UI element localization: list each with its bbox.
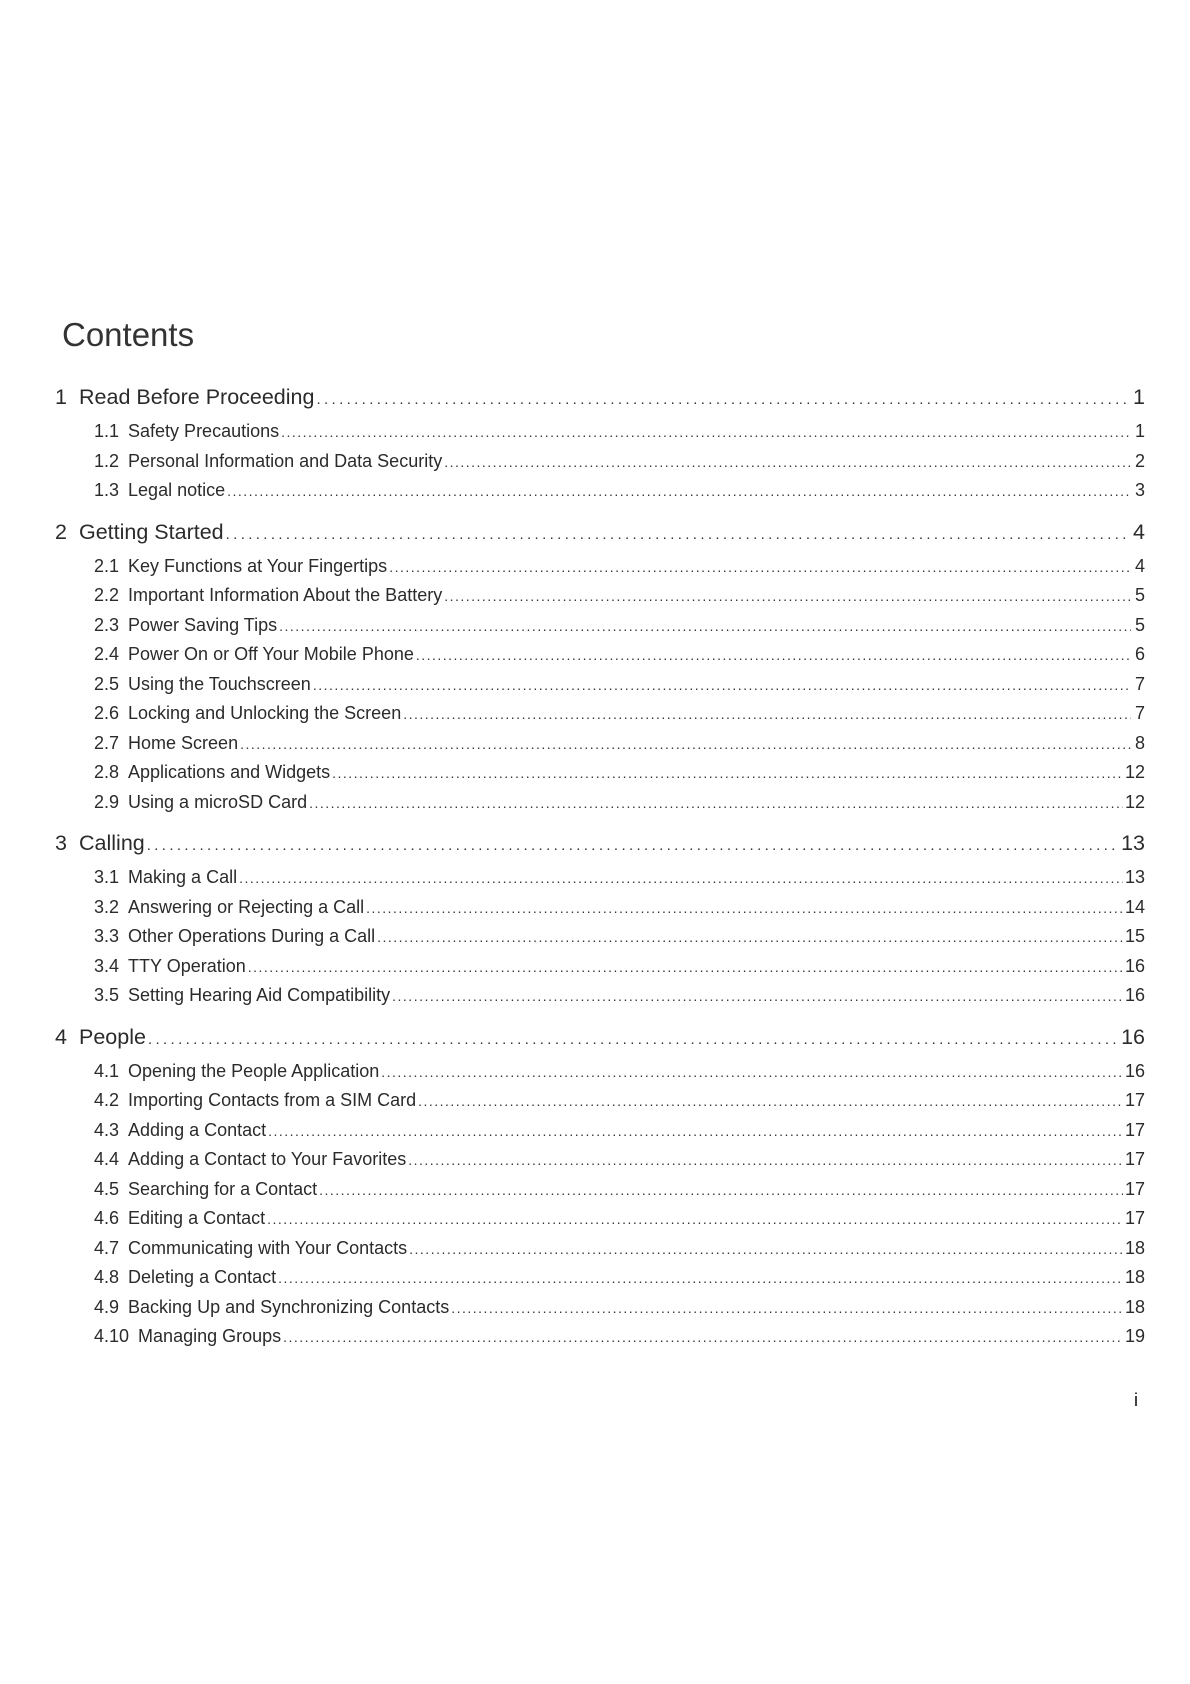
- toc-entry-link[interactable]: [55, 956, 1145, 986]
- toc-dot-leader: [408, 1149, 1123, 1170]
- toc-title: Deleting a Contact: [128, 1267, 277, 1287]
- toc-page-number: 1: [1133, 385, 1145, 409]
- page-number: i: [1134, 1390, 1138, 1410]
- toc-number: 3.5: [94, 985, 120, 1005]
- toc-number: 1.2: [94, 450, 120, 471]
- toc-dot-leader: [416, 644, 1131, 665]
- toc-title: Communicating with Your Contacts: [128, 1237, 408, 1258]
- toc-title: Read Before Proceeding: [79, 385, 315, 409]
- toc-title: Making a Call: [128, 867, 238, 887]
- toc-entry-link[interactable]: [55, 792, 1145, 822]
- toc-title: Answering or Rejecting a Call: [128, 896, 365, 917]
- toc-dot-leader: [281, 421, 1131, 442]
- toc-section: [55, 385, 1145, 510]
- toc-dot-leader: [389, 556, 1131, 577]
- toc-number: 4.9: [94, 1296, 120, 1317]
- toc-title: Important Information About the Battery: [128, 585, 443, 605]
- toc-dot-leader: [268, 1120, 1123, 1141]
- toc-number: 4.10: [94, 1326, 130, 1346]
- toc-page-number: 13: [1124, 867, 1145, 887]
- toc-entry-link[interactable]: [55, 644, 1145, 674]
- toc-dot-leader: [392, 985, 1123, 1006]
- toc-page-number: 6: [1134, 644, 1145, 664]
- toc-dot-leader: [226, 520, 1131, 545]
- toc-page-number: 16: [1124, 1060, 1145, 1081]
- toc-dot-leader: [278, 1267, 1123, 1288]
- toc-entry-link[interactable]: [55, 1238, 1145, 1268]
- toc-number: 4: [55, 1024, 67, 1049]
- toc-dot-leader: [267, 1208, 1123, 1229]
- toc-dot-leader: [366, 897, 1123, 918]
- toc-section: [55, 831, 1145, 1015]
- toc-dot-leader: [248, 956, 1123, 977]
- toc-entry-link[interactable]: [55, 451, 1145, 481]
- toc-number: 4.4: [94, 1149, 120, 1169]
- toc-number: 3: [55, 831, 67, 855]
- toc-entry-link[interactable]: [55, 1297, 1145, 1327]
- toc-title: Using a microSD Card: [128, 791, 308, 812]
- toc-number: 3.2: [94, 896, 120, 917]
- toc-dot-leader: [319, 1179, 1123, 1200]
- toc-page-number: 15: [1124, 926, 1145, 946]
- toc-entry-link[interactable]: [55, 985, 1145, 1015]
- toc-number: 2.6: [94, 703, 120, 723]
- toc-number: 2.4: [94, 644, 120, 664]
- toc-dot-leader: [147, 831, 1119, 856]
- toc-dot-leader: [283, 1326, 1123, 1347]
- toc-page-number: 14: [1124, 896, 1145, 917]
- toc-title: Other Operations During a Call: [128, 926, 376, 946]
- toc-page-number: 12: [1124, 762, 1145, 782]
- toc-number: 4.6: [94, 1208, 120, 1228]
- toc-page-number: 16: [1124, 985, 1145, 1005]
- toc-page-number: 18: [1124, 1237, 1145, 1258]
- toc-title: Legal notice: [128, 480, 226, 500]
- toc-entry-link[interactable]: [55, 867, 1145, 897]
- toc-number: 3.3: [94, 926, 120, 946]
- toc-entry-link[interactable]: [55, 480, 1145, 510]
- toc-number: 4.7: [94, 1237, 120, 1258]
- toc-dot-leader: [444, 585, 1131, 606]
- toc-entry-link[interactable]: [55, 1120, 1145, 1150]
- toc-section: [55, 520, 1145, 822]
- toc-title: Power Saving Tips: [128, 614, 278, 635]
- toc-page-number: 16: [1124, 955, 1145, 976]
- toc-number: 2.5: [94, 673, 120, 694]
- toc-dot-leader: [148, 1025, 1119, 1050]
- toc-entry-link[interactable]: [55, 1090, 1145, 1120]
- toc-dot-leader: [309, 792, 1123, 813]
- toc-entry-link[interactable]: [55, 1179, 1145, 1209]
- toc-dot-leader: [409, 1238, 1123, 1259]
- toc-dot-leader: [240, 733, 1131, 754]
- toc-page-number: 12: [1124, 791, 1145, 812]
- toc-title: Importing Contacts from a SIM Card: [128, 1090, 417, 1110]
- toc-title: Calling: [79, 831, 145, 855]
- toc-page-number: 4: [1133, 519, 1145, 544]
- toc-page-number: 7: [1134, 673, 1145, 694]
- toc-page-number: 17: [1124, 1178, 1145, 1199]
- toc-title: Power On or Off Your Mobile Phone: [128, 644, 414, 664]
- toc-title: Backing Up and Synchronizing Contacts: [128, 1296, 450, 1317]
- toc-number: 4.3: [94, 1119, 120, 1140]
- toc-section: [55, 1025, 1145, 1356]
- table-of-contents: [55, 385, 1145, 1366]
- toc-number: 2.3: [94, 614, 120, 635]
- toc-number: 2.7: [94, 732, 120, 753]
- toc-page-number: 18: [1124, 1267, 1145, 1287]
- toc-number: 2.8: [94, 762, 120, 782]
- toc-title: Setting Hearing Aid Compatibility: [128, 985, 391, 1005]
- toc-title: Key Functions at Your Fingertips: [128, 555, 388, 576]
- toc-dot-leader: [239, 867, 1123, 888]
- toc-number: 2: [55, 519, 67, 544]
- toc-entry-link[interactable]: [55, 674, 1145, 704]
- toc-page-number: 5: [1134, 585, 1145, 605]
- toc-page-number: 17: [1124, 1090, 1145, 1110]
- toc-dot-leader: [279, 615, 1131, 636]
- toc-page-number: 4: [1134, 555, 1145, 576]
- toc-entry-link[interactable]: [55, 762, 1145, 792]
- toc-entry-link[interactable]: [55, 1061, 1145, 1091]
- toc-title: Getting Started: [79, 519, 224, 544]
- toc-entry-link[interactable]: [55, 615, 1145, 645]
- toc-title: TTY Operation: [128, 955, 246, 976]
- toc-number: 4.1: [94, 1060, 120, 1081]
- toc-page-number: 1: [1134, 421, 1145, 441]
- toc-chapter-link[interactable]: [55, 520, 1145, 556]
- toc-chapter-link[interactable]: [55, 1025, 1145, 1061]
- toc-title: Home Screen: [128, 732, 239, 753]
- toc-entry-link[interactable]: [55, 897, 1145, 927]
- toc-page-number: 17: [1124, 1208, 1145, 1228]
- toc-page-number: 18: [1124, 1296, 1145, 1317]
- toc-page-number: 19: [1124, 1326, 1145, 1346]
- toc-number: 3.4: [94, 955, 120, 976]
- toc-entry-link[interactable]: [55, 733, 1145, 763]
- toc-page-number: 8: [1134, 732, 1145, 753]
- toc-title: Searching for a Contact: [128, 1178, 318, 1199]
- toc-page-number: 2: [1134, 450, 1145, 471]
- toc-title: Adding a Contact: [128, 1119, 267, 1140]
- toc-number: 2.2: [94, 585, 120, 605]
- toc-dot-leader: [313, 674, 1131, 695]
- toc-number: 1.1: [94, 421, 120, 441]
- toc-entry-link[interactable]: [55, 1208, 1145, 1238]
- toc-dot-leader: [316, 385, 1131, 410]
- toc-page-number: 7: [1134, 703, 1145, 723]
- toc-page-number: 5: [1134, 614, 1145, 635]
- toc-dot-leader: [418, 1090, 1123, 1111]
- toc-number: 3.1: [94, 867, 120, 887]
- toc-dot-leader: [332, 762, 1123, 783]
- toc-entry-link[interactable]: [55, 703, 1145, 733]
- toc-number: 2.9: [94, 791, 120, 812]
- toc-page-number: 17: [1124, 1119, 1145, 1140]
- toc-dot-leader: [377, 926, 1123, 947]
- toc-number: 1: [55, 385, 67, 409]
- toc-title: Personal Information and Data Security: [128, 450, 443, 471]
- toc-dot-leader: [227, 480, 1131, 501]
- toc-title: Using the Touchscreen: [128, 673, 311, 694]
- toc-entry-link[interactable]: [55, 1149, 1145, 1179]
- toc-title: Managing Groups: [138, 1326, 282, 1346]
- toc-entry-link[interactable]: [55, 556, 1145, 586]
- toc-title: Editing a Contact: [128, 1208, 266, 1228]
- toc-number: 4.5: [94, 1178, 120, 1199]
- toc-page-number: 13: [1121, 831, 1145, 855]
- toc-title: Applications and Widgets: [128, 762, 331, 782]
- toc-entry-link[interactable]: [55, 926, 1145, 956]
- toc-page-number: 16: [1121, 1024, 1145, 1049]
- toc-dot-leader: [403, 703, 1131, 724]
- toc-title: Safety Precautions: [128, 421, 280, 441]
- toc-number: 4.2: [94, 1090, 120, 1110]
- toc-number: 1.3: [94, 480, 120, 500]
- toc-number: 4.8: [94, 1267, 120, 1287]
- toc-page-number: 3: [1134, 480, 1145, 500]
- toc-entry-link[interactable]: [55, 421, 1145, 451]
- toc-entry-link[interactable]: [55, 585, 1145, 615]
- toc-title: Adding a Contact to Your Favorites: [128, 1149, 407, 1169]
- toc-title: Locking and Unlocking the Screen: [128, 703, 402, 723]
- page-title: Contents: [62, 316, 195, 353]
- toc-title: Opening the People Application: [128, 1060, 380, 1081]
- toc-dot-leader: [444, 451, 1131, 472]
- toc-dot-leader: [451, 1297, 1123, 1318]
- toc-dot-leader: [381, 1061, 1123, 1082]
- toc-entry-link[interactable]: [55, 1267, 1145, 1297]
- toc-entry-link[interactable]: [55, 1326, 1145, 1356]
- toc-chapter-link[interactable]: [55, 831, 1145, 867]
- toc-title: People: [79, 1024, 146, 1049]
- toc-number: 2.1: [94, 555, 120, 576]
- toc-chapter-link[interactable]: [55, 385, 1145, 421]
- toc-page-number: 17: [1124, 1149, 1145, 1169]
